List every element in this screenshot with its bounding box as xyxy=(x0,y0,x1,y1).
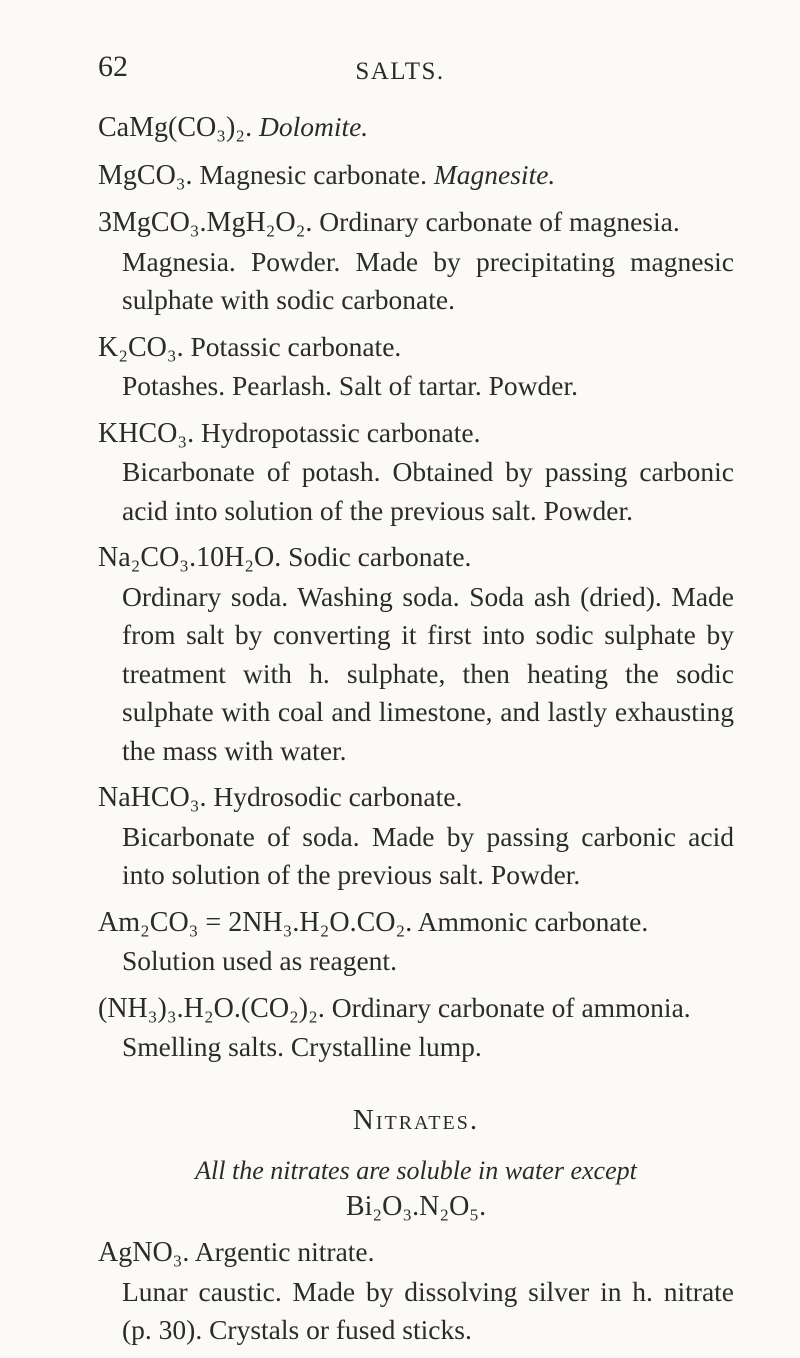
entry-description: Bicarbonate of soda. Made by passing carbonic acid into solution of the previous salt. Powder. xyxy=(122,820,734,890)
entry-sodic-carbonate xyxy=(98,538,734,770)
entry-name: Ordinary carbonate of ammonia. xyxy=(331,991,691,1023)
entry-potassic-carbonate xyxy=(98,328,734,406)
section-note-formula: Bi₂O₃.N₂O₅. xyxy=(345,1191,487,1222)
entry-dolomite xyxy=(98,108,734,148)
entry-carbonate-of-magnesia xyxy=(98,203,734,320)
entry-name: Sodic carbonate. xyxy=(288,541,472,572)
entry-formula: CaMg(CO₃)₂. xyxy=(98,112,253,143)
section-title-nitrates: Nitrates. xyxy=(352,1103,480,1136)
entry-formula: 3MgCO₃.MgH₂O₂. xyxy=(98,207,313,238)
entry-name: Argentic nitrate. xyxy=(194,1236,375,1267)
entry-name: Ammonic carbonate. xyxy=(417,905,649,937)
entry-ammonic-carbonate xyxy=(98,903,734,981)
running-head: SALTS. xyxy=(355,58,445,85)
entry-description: Lunar caustic. Made by dissolving silver in h. nitrate (p. 30). Crystals or fused sticks. xyxy=(122,1275,734,1345)
entry-formula: Am₂CO₃ = 2NH₃.H₂O.CO₂. xyxy=(98,906,413,938)
entry-formula: K₂CO₃. xyxy=(98,331,184,363)
entry-description: Smelling salts. Crystalline lump. xyxy=(122,1031,482,1062)
entry-formula: MgCO₃. xyxy=(98,159,193,191)
entry-name: Dolomite. xyxy=(258,111,369,142)
entry-name: Potassic carbonate. xyxy=(190,330,402,362)
entry-formula: AgNO₃. xyxy=(98,1237,190,1268)
entry-argentic-nitrate xyxy=(98,1233,734,1350)
entry-name: Hydropotassic carbonate. xyxy=(200,416,481,448)
entry-mineral: Magnesite. xyxy=(433,158,556,190)
entry-description: Bicarbonate of potash. Obtained by passing carbonic acid into solution of the previous salt. Powder. xyxy=(122,456,734,526)
entry-carbonate-of-ammonia xyxy=(98,989,734,1067)
entry-formula: NaHCO₃. xyxy=(98,782,207,813)
entry-description: Magnesia. Powder. Made by precipitating magnesic sulphate with sodic carbonate. xyxy=(122,245,734,315)
entry-hydrosodic-carbonate xyxy=(98,778,734,895)
entry-name: Ordinary carbonate of magnesia. xyxy=(319,206,680,237)
entry-formula: Na₂CO₃.10H₂O. xyxy=(98,542,282,573)
entry-name: Hydrosodic carbonate. xyxy=(213,781,463,812)
entry-description: Ordinary soda. Washing soda. Soda ash (dried). Made from salt by converting it first into sodic sulphate by treatment with h. sulphate, then heating the sodic sulphate with coal and limestone, and lastly exhausting the mass with water. xyxy=(122,580,734,766)
page-body xyxy=(98,108,734,1358)
entry-magnesic-carbonate xyxy=(98,156,734,196)
section-note-text: All the nitrates are soluble in water except xyxy=(195,1156,637,1185)
entry-hydropotassic-carbonate xyxy=(98,414,734,531)
entry-description: Solution used as reagent. xyxy=(122,945,397,976)
page-number: 62 xyxy=(98,50,128,83)
entry-formula: (NH₃)₃.H₂O.(CO₂)₂. xyxy=(98,992,325,1024)
section-note xyxy=(98,1153,734,1225)
entry-description: Potashes. Pearlash. Salt of tartar. Powder. xyxy=(122,370,578,401)
entry-name: Magnesic carbonate. xyxy=(199,158,427,190)
entry-formula: KHCO₃. xyxy=(98,417,195,449)
